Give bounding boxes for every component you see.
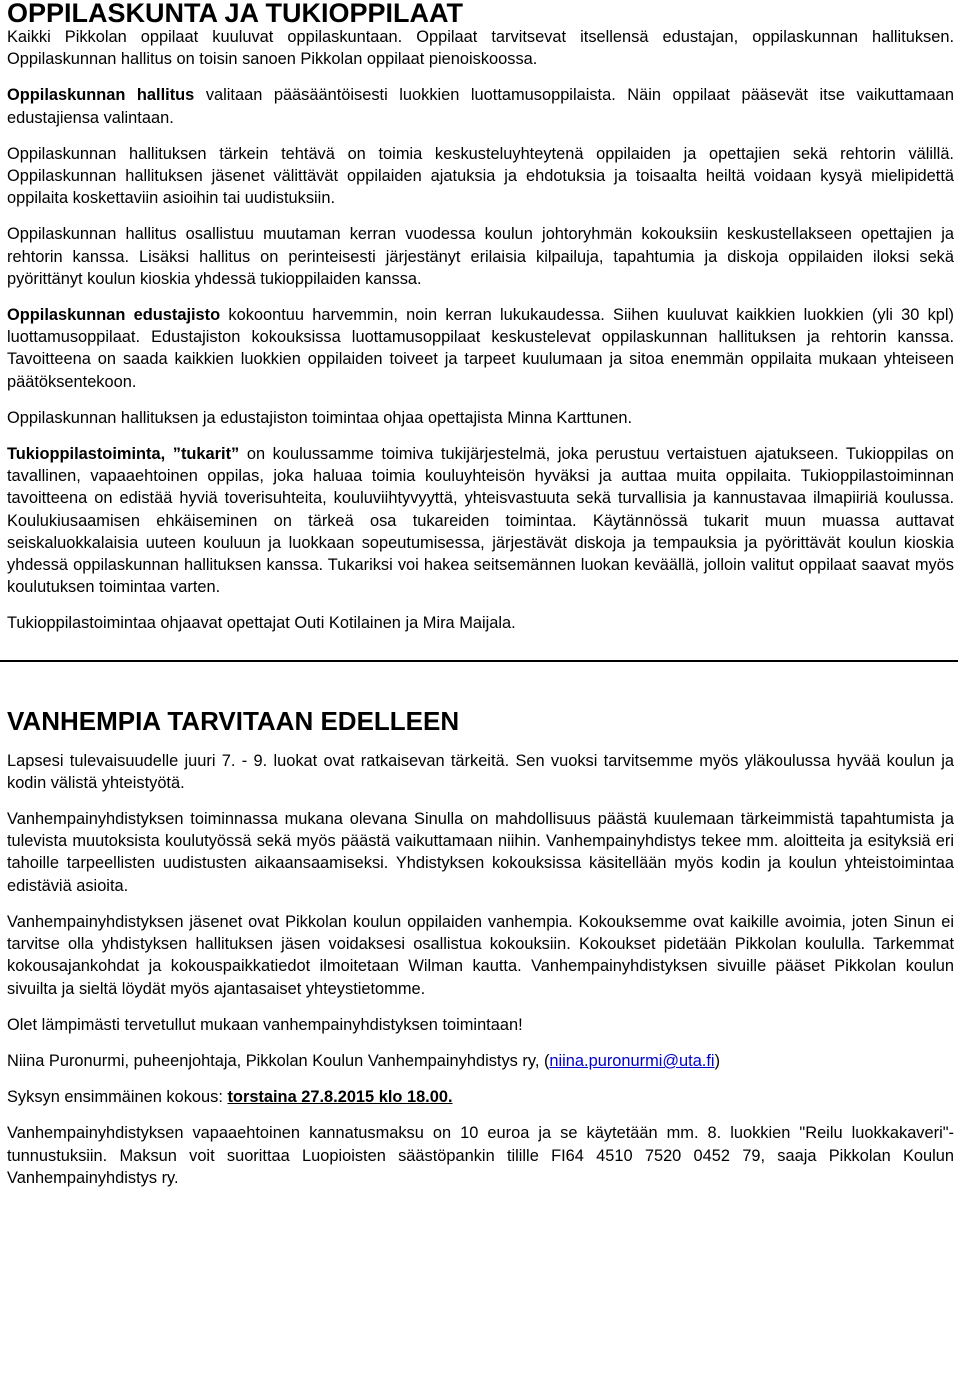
email-link[interactable]: niina.puronurmi@uta.fi: [549, 1051, 715, 1070]
paragraph-edustajisto: [7, 304, 954, 393]
bold-term-tukioppilas: Tukioppilastoiminta, ”tukarit”: [7, 445, 240, 464]
paragraph-tukioppilas-ohjaajat: Tukioppilastoimintaa ohjaavat opettajat Outi Kotilainen ja Mira Maijala.: [7, 614, 516, 633]
bold-term-edustajisto: Oppilaskunnan edustajisto: [7, 306, 221, 325]
section-title-vanhempia: VANHEMPIA TARVITAAN EDELLEEN: [7, 705, 460, 736]
paragraph-hallitus-text: valitaan pääsääntöisesti luokkien luottamusoppilaista. Näin oppilaat pääsevät itse vaikuttamaan edustajiensa valintaan.: [7, 86, 954, 127]
paragraph-edustajisto-text: kokoontuu harvemmin, noin kerran lukukaudessa. Siihen kuuluvat kaikkien luokkien (yli 30 kpl) luottamusoppilaat. Edustajiston kokouksissa luottamusoppilaat keskustelevat oppilaskunnan hallituksen ja rehtorin kanssa. Tavoitteena on saada kaikkien luokkien oppilaiden toiveet ja tarpeet kuulumaan ja sitoa enemmän oppilaita mukaan yhteiseen päätöksentekoon.: [7, 306, 954, 391]
paragraph-intro: Kaikki Pikkolan oppilaat kuuluvat oppilaskuntaan. Oppilaat tarvitsevat itsellensä edustajan, oppilaskunnan hallituksen. Oppilaskunnan hallitus on toisin sanoen Pikkolan oppilaat pienoiskoossa.: [7, 28, 954, 69]
paragraph-tervetuloa: Olet lämpimästi tervetullut mukaan vanhempainyhdistyksen toimintaan!: [7, 1015, 523, 1034]
paragraph-hallitus: [7, 84, 954, 128]
paragraph-toiminnassa: Vanhempainyhdistyksen toiminnassa mukana olevana Sinulla on mahdollisuus päästä kuulemaan tärkeimmistä tapahtumista ja tulevista muutoksista koulutyössä sekä myös päästä vaikuttamaan niihin. Vanhempainyhdistys tekee mm. aloitteita ja esityksiä eri tahoille tarpeellisten uudistusten aikaansaamiseksi. Yhdistyksen kokouksissa käsitellään myös kodin ja koulun yhteistoimintaa edistäviä asioita.: [7, 810, 954, 895]
document-page: [7, 0, 954, 1189]
paragraph-kannatusmaksu: Vanhempainyhdistyksen vapaaehtoinen kannatusmaksu on 10 euroa ja se käytetään mm. 8. luokkien "Reilu luokkakaveri"-tunnustuksiin. Maksun voit suorittaa Luopioisten säästöpankin tilille FI64 4510 7520 0452 79, saaja Pikkolan Koulun Vanhempainyhdistys ry.: [7, 1124, 954, 1187]
paragraph-jasenet: Vanhempainyhdistyksen jäsenet ovat Pikkolan koulun oppilaiden vanhempia. Kokouksemme ovat kaikille avoimia, joten Sinun ei tarvitse olla yhdistyksen hallituksen jäsen voidaksesi osallistua kokouksiin. Kokoukset pidetään Pikkolan koululla. Tarkemmat kokousajankohdat ja kokouspaikkatiedot ilmoitetaan Wilman kautta. Vanhempainyhdistyksen sivuille pääset Pikkolan koulun sivuilta ja sieltä löydät myös ajantasaiset yhteystietomme.: [7, 912, 954, 998]
paragraph-hallitus-osallistuu: Oppilaskunnan hallitus osallistuu muutaman kerran vuodessa koulun johtoryhmän kokouksiin keskustellakseen opettajien ja rehtorin kanssa. Lisäksi hallitus on perinteisesti järjestänyt erilaisia kilpailuja, tapahtumia ja diskoja oppilaiden iloksi sekä pyörittänyt koulun kioskia yhdessä tukioppilaiden kanssa.: [7, 225, 954, 288]
kokous-date: torstaina 27.8.2015 klo 18.00.: [227, 1088, 453, 1107]
puheenjohtaja-text: Niina Puronurmi, puheenjohtaja, Pikkolan Koulun Vanhempainyhdistys ry, (: [7, 1051, 550, 1070]
paragraph-kokous: [7, 1086, 954, 1108]
puheenjohtaja-close: ): [714, 1051, 721, 1070]
kokous-label: Syksyn ensimmäinen kokous:: [7, 1088, 228, 1107]
paragraph-ohjaaja: Oppilaskunnan hallituksen ja edustajiston toimintaa ohjaa opettajista Minna Karttunen.: [7, 408, 633, 427]
section-title-oppilaskunta: OPPILASKUNTA JA TUKIOPPILAAT: [7, 0, 464, 28]
bold-term-hallitus: Oppilaskunnan hallitus: [7, 86, 195, 105]
paragraph-lapsesi: Lapsesi tulevaisuudelle juuri 7. - 9. luokat ovat ratkaisevan tärkeitä. Sen vuoksi tarvitsemme myös yläkoulussa hyvää koulun ja kodin välistä yhteistyötä.: [7, 751, 954, 792]
paragraph-tukioppilas-text: on koulussamme toimiva tukijärjestelmä, joka perustuu vertaistuen ajatukseen. Tukioppilas on tavallinen, vapaaehtoinen oppilas, joka haluaa toimia kouluyhteisön hyväksi ja auttaa muita oppilaita. Tukioppilastoiminnan tavoitteena on edistää hyviä toverisuhteita, kouluviihtyvyyttä, yhteisvastuuta sekä turvallisia ja kannustavaa ilmapiiriä koulussa. Koulukiusaamisen ehkäiseminen on tärkeä osa tukareiden toimintaa. Käytännössä tukarit muun muassa auttavat seiskaluokkalaisia uuteen kouluun ja luokkaan sopeutumisessa, järjestävät diskoja ja tempauksia ja pyörittävät koulun kioskia yhdessä oppilaskunnan hallituksen kanssa. Tukariksi voi hakea seitsemännen luokan keväällä, jolloin valitut oppilaat saavat myös koulutuksen toimintaa varten.: [7, 445, 954, 597]
paragraph-hallitus-tehtava: Oppilaskunnan hallituksen tärkein tehtävä on toimia keskusteluyhteytenä oppilaiden ja opettajien sekä rehtorin välillä. Oppilaskunnan hallituksen jäsenet välittävät oppilaiden ajatuksia ja ehdotuksia ja toisaalta heiltä voidaan kysyä mielipidettä oppilaita koskettaviin asioihin tai uudistuksiin.: [7, 144, 954, 208]
paragraph-puheenjohtaja: [7, 1050, 954, 1072]
paragraph-tukioppilas: [7, 443, 954, 598]
